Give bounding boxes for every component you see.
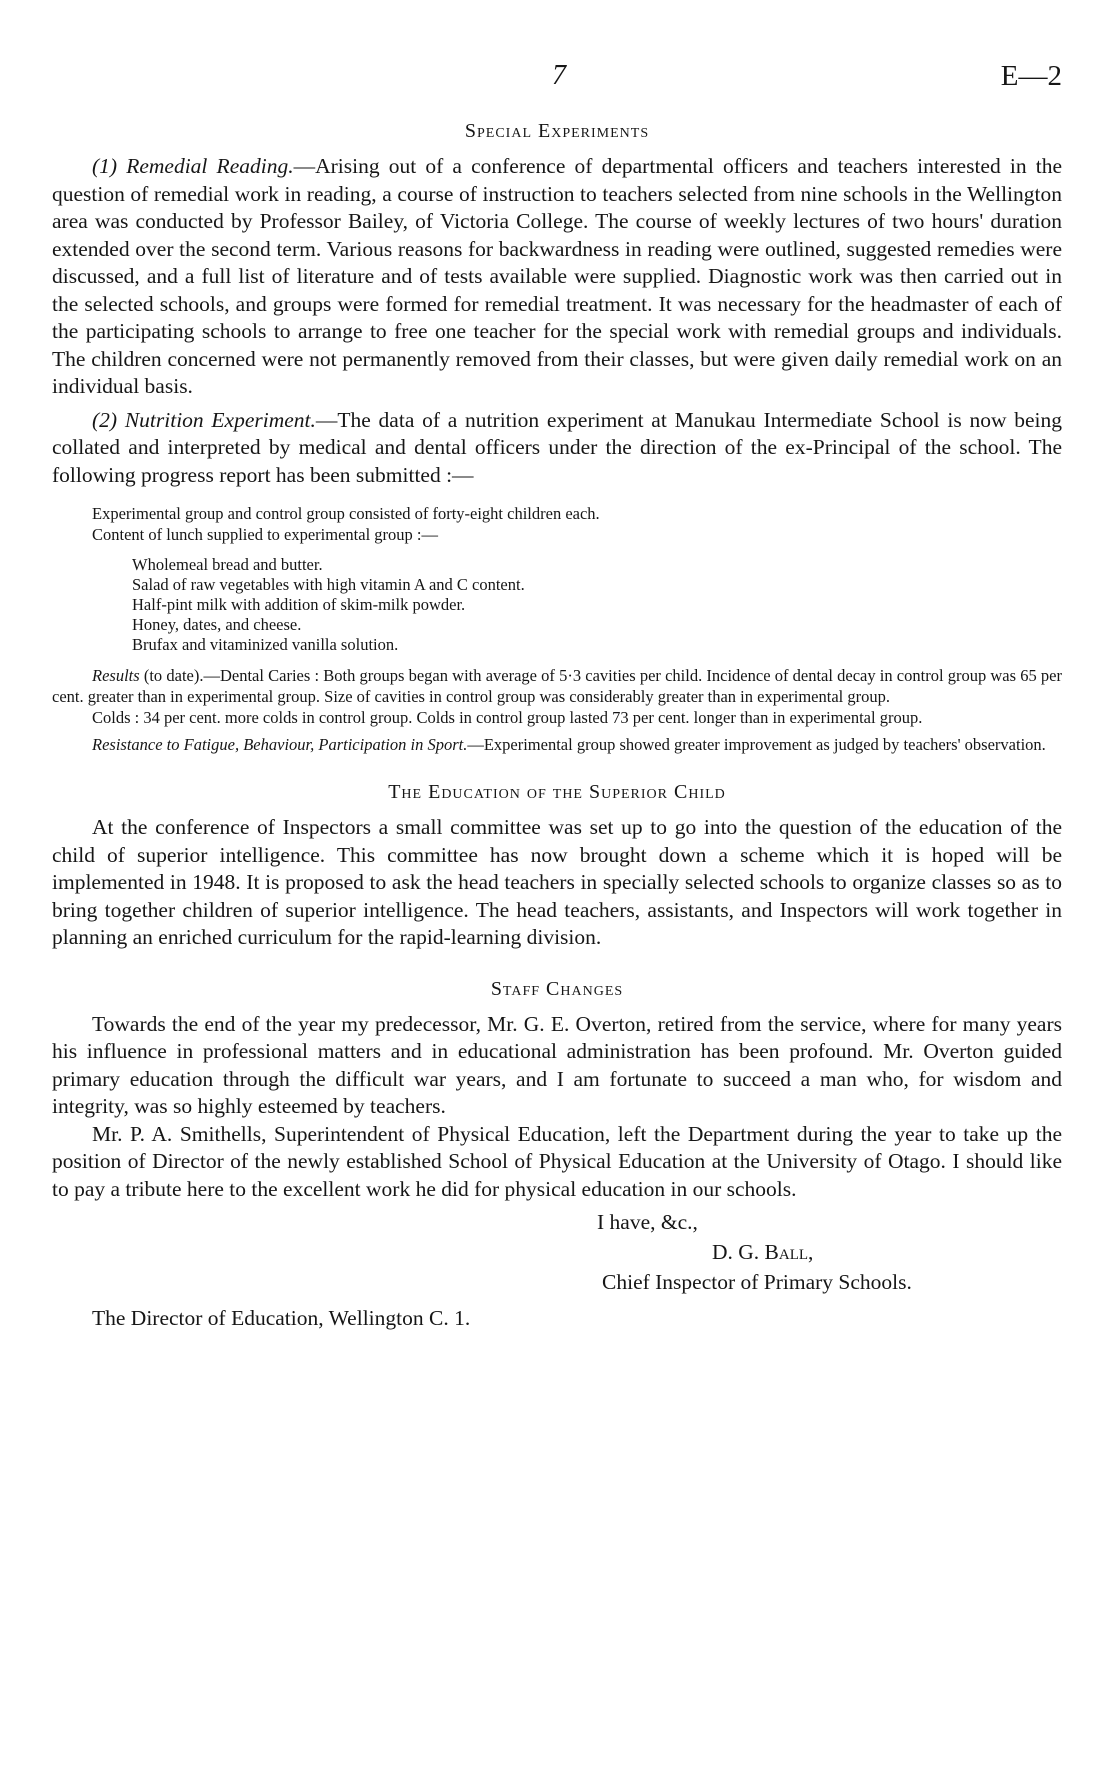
lunch-content-line: Content of lunch supplied to experimental group :— [92, 525, 438, 544]
section-heading-special-experiments: Special Experiments [464, 120, 650, 142]
paragraph-remedial-reading [52, 153, 1062, 401]
paragraph-staff-changes-smithells: Mr. P. A. Smithells, Superintendent of Physical Education, left the Department during the year to take up the position of Director of the newly established School of Physical Education at the University of Otago. I should like to pay a tribute here to the excellent work he did for physical education in our schools. [52, 1121, 1062, 1201]
resistance-text: —Experimental group showed greater improvement as judged by teachers' observation. [467, 735, 1046, 754]
paragraph-nutrition-experiment [52, 407, 1062, 490]
lunch-item: Honey, dates, and cheese. [132, 615, 302, 634]
document-code: E—2 [1000, 60, 1062, 92]
lunch-item: Half-pint milk with addition of skim-milk powder. [132, 595, 466, 614]
lunch-item: Salad of raw vegetables with high vitamin A and C content. [132, 575, 525, 594]
lunch-items-list [52, 555, 1062, 655]
results-paragraph [52, 665, 1062, 707]
colds-paragraph: Colds : 34 per cent. more colds in control group. Colds in control group lasted 73 per cent. longer than in experimental group. [92, 708, 923, 727]
section-heading-staff-changes: Staff Changes [490, 977, 624, 1000]
closing-block [52, 1207, 1062, 1297]
addressee-line: The Director of Education, Wellington C. 1. [92, 1306, 471, 1330]
page-number: 7 [552, 60, 566, 91]
experiment-group-line: Experimental group and control group consisted of forty-eight children each. [92, 504, 600, 523]
section-heading-superior-child: The Education of the Superior Child [388, 781, 726, 803]
results-text: (to date).—Dental Caries : Both groups began with average of 5·3 cavities per child. Incidence of dental decay in control group was 65 per cent. greater than in experimental group. Size of cavities in control group was considerably greater than in experimental group. [52, 666, 1062, 706]
results-lead: Results [92, 666, 140, 685]
signatory-name: D. G. Ball, [712, 1240, 814, 1264]
paragraph-staff-changes-overton: Towards the end of the year my predecessor, Mr. G. E. Overton, retired from the service, where for many years his influence in professional matters and in educational administration has been profound. Mr. Overton guided primary education through the difficult war years, and I am fortunate to succeed a man who, for wisdom and integrity, was so highly esteemed by teachers. [52, 1011, 1062, 1118]
signatory-title: Chief Inspector of Primary Schools. [602, 1270, 912, 1294]
lunch-item: Wholemeal bread and butter. [132, 555, 323, 574]
page-header [52, 60, 1062, 100]
signatory-line [52, 1237, 1062, 1267]
nutrition-experiment-lead: (2) Nutrition Experiment. [92, 407, 316, 432]
lunch-item: Brufax and vitaminized vanilla solution. [132, 635, 399, 654]
nutrition-experiment-text: —The data of a nutrition experiment at Manukau Intermediate School is now being collated and interpreted by medical and dental officers under the direction of the ex-Principal of the school. The following progress report has been submitted :— [52, 407, 1062, 487]
resistance-lead: Resistance to Fatigue, Behaviour, Participation in Sport. [92, 735, 468, 754]
paragraph-superior-child: At the conference of Inspectors a small committee was set up to go into the question of the education of the child of superior intelligence. This committee has now brought down a scheme which it is hoped will be implemented in 1948. It is proposed to ask the head teachers in specially selected schools to organize classes so as to bring together children of superior intelligence. The head teachers, assistants, and Inspectors will work together in planning an enriched curriculum for the rapid-learning division. [52, 815, 1062, 949]
resistance-paragraph [52, 734, 1062, 755]
remedial-reading-text: —Arising out of a conference of departmental officers and teachers interested in the question of remedial work in reading, a course of instruction to teachers selected from nine schools in the Wellington area was conducted by Professor Bailey, of Victoria College. The course of weekly lectures of two hours' duration extended over the second term. Various reasons for backwardness in reading were outlined, suggested remedies were discussed, and a full list of literature and of tests available were supplied. Diagnostic work was then carried out in the selected schools, and groups were formed for remedial treatment. It was necessary for the headmaster of each of the participating schools to arrange to free one teacher for the special work with remedial groups and individuals. The children concerned were not permanently removed from their classes, but were given daily remedial work on an individual basis. [52, 154, 1062, 398]
remedial-reading-lead: (1) Remedial Reading. [92, 154, 294, 178]
closing-salutation: I have, &c., [597, 1210, 698, 1234]
document-page [52, 60, 1062, 1333]
